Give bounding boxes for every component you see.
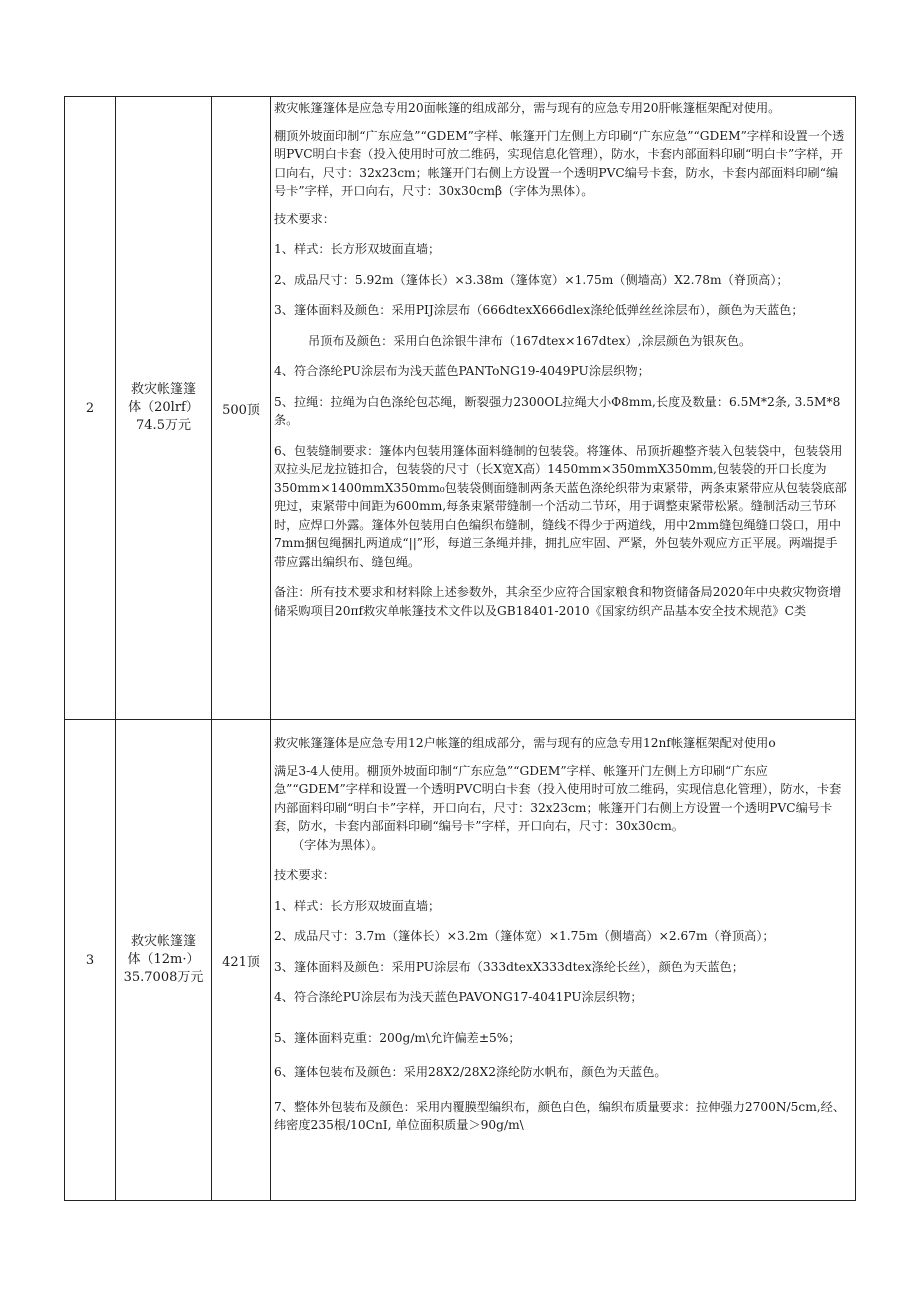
- item-name-line: 救灾帐篷篷: [130, 382, 196, 397]
- desc-paragraph: 5、篷体面料克重：200g∕m\允许偏差±5%；: [274, 1030, 521, 1045]
- desc-paragraph: 2、成品尺寸：3.7m（篷体长）×3.2m（篷体宽）×1.75m（侧墙高）×2.67m（脊顶高）；: [274, 929, 775, 943]
- desc-paragraph: 4、符合涤纶PU涂层布为浅天蓝色PAVONG17-4041PU涂层织物；: [274, 990, 643, 1004]
- desc-paragraph: 棚顶外坡面印制“广东应急”“GDEM”字样、帐篷开门左侧上方印刷“广东应急”“GDEM”字样和设置一个透明PVC明白卡套（投入使用时可放二维码，实现信息化管理），防水，卡套内部面料印刷“明白卡”字样，开口向右，尺寸：32x23cm；帐篷开门右侧上方设置一个透明PVC编号卡套，防水，卡套内部面料印刷“编号卡”字样，开口向右，尺寸：30x30cmβ（字体为黑体）。: [274, 128, 845, 198]
- item-name-line: 体（12m·）: [127, 952, 200, 967]
- item-description: [271, 97, 856, 720]
- desc-paragraph: 6、篷体包装布及颜色：采用28X2/28X2涤纶防水帆布，颜色为天蓝色。: [274, 1065, 667, 1079]
- desc-paragraph: 3、篷体面料及颜色：采用PIJ涂层布（666dtexX666dlex涤纶低弹丝丝涂层布），颜色为天蓝色；: [274, 303, 804, 317]
- desc-paragraph: 1、样式：长方形双坡面直墙；: [274, 242, 441, 256]
- desc-paragraph: 备注：所有技术要求和材料除上述参数外，其余至少应符合国家粮食和物资储备局2020年中央救灾物资增储采购项目20πf救灾单帐篷技术文件以及GB18401-2010《国家纺织产品基本安全技术规范》C类: [274, 585, 842, 618]
- table-row: [65, 97, 856, 720]
- desc-paragraph: 5、拉绳：拉绳为白色涤纶包芯绳，断裂强力2300OL拉绳大小Φ8mm,长度及数量：6.5M*2条, 3.5M*8条。: [274, 394, 841, 427]
- item-name-line: 体（20lrf）: [128, 400, 199, 415]
- desc-paragraph: 救灾帐篷篷体是应急专用12户帐篷的组成部分，需与现有的应急专用12nf帐篷框架配对使用o: [274, 736, 776, 750]
- desc-paragraph: 3、篷体面料及颜色：采用PU涂层布（333dtexX333dtex涤纶长丝），颜色为天蓝色；: [274, 959, 744, 974]
- spec-table: [64, 96, 856, 1201]
- table-row: [65, 720, 856, 1201]
- desc-paragraph: 救灾帐篷篷体是应急专用20面帐篷的组成部分，需与现有的应急专用20肝帐篷框架配对使用。: [274, 101, 781, 115]
- desc-paragraph: 1、样式：长方形双坡面直墙；: [274, 898, 441, 913]
- item-number: 3: [65, 720, 116, 1201]
- item-budget: 74.5万元: [136, 418, 191, 433]
- desc-paragraph: 7、整体外包装布及颜色：采用内覆膜型编织布，颜色白色，编织布质量要求：拉伸强力2700N∕5cm,经、纬密度235根/10CnI, 单位面积质量＞90g∕m\: [274, 1099, 846, 1132]
- desc-paragraph: 6、包装缝制要求：篷体内包装用篷体面料缝制的包装袋。将篷体、吊顶折趣整齐装入包装袋中，包装袋用双拉头尼龙拉链扣合，包装袋的尺寸（长X宽X高）1450mm×350mmX350mm,包装袋的开口长度为350mm×1400mmX350mm₀包装袋侧面缝制两条天蓝色涤纶织带为束紧带，两条束紧带应从包装袋底部兜过，束紧带中间距为600mm,每条束紧带缝制一个活动二节环，用于调整束紧带松紧。缝制活动三节环时，应焊口外露。篷体外包装用白色编织布缝制，缝线不得少于两道线，用中2mm缝包绳缝口袋口，用中7mm捆包绳捆扎两道成“||”形，每道三条绳并排，拥扎应牢固、严紧，外包装外观应方正平展。两端提手带应露出编织布、缝包绳。: [274, 443, 847, 569]
- item-description: [271, 720, 856, 1201]
- desc-paragraph: 技术要求：: [274, 868, 335, 882]
- desc-paragraph: 满足3-4人使用。棚顶外坡面印制“广东应急”“GDEM”字样、帐篷开门左侧上方印刷“广东应急”“GDEM”字样和设置一个透明PVC明白卡套（投入使用时可放二维码，实现信息化管理），防水，卡套内部面料印刷“明白卡”字样，开口向右，尺寸：32x23cm；帐篷开门右侧上方设置一个透明PVC编号卡套，防水，卡套内部面料印刷“编号卡”字样，开口向右，尺寸：30x30cm。: [274, 763, 842, 833]
- item-budget: 35.7008万元: [123, 970, 204, 985]
- desc-paragraph: 技术要求：: [274, 211, 335, 226]
- desc-paragraph: （字体为黑体）。: [292, 837, 384, 852]
- item-quantity: 500顶: [212, 97, 271, 720]
- item-name-line: 救灾帐篷篷: [130, 934, 196, 949]
- item-quantity: 421顶: [212, 720, 271, 1201]
- item-name: [116, 97, 212, 720]
- item-number: 2: [65, 97, 116, 720]
- desc-paragraph: 2、成品尺寸：5.92m（篷体长）×3.38m（篷体宽）×1.75m（侧墙高）X2.78m（脊顶高）；: [274, 272, 789, 287]
- desc-paragraph: 4、符合涤纶PU涂层布为浅天蓝色PANToNG19-4049PU涂层织物；: [274, 364, 650, 378]
- item-name: [116, 720, 212, 1201]
- desc-paragraph: 吊顶布及颜色：采用白色涂银牛津布（167dtex×167dtex）,涂层颜色为银灰色。: [308, 333, 752, 348]
